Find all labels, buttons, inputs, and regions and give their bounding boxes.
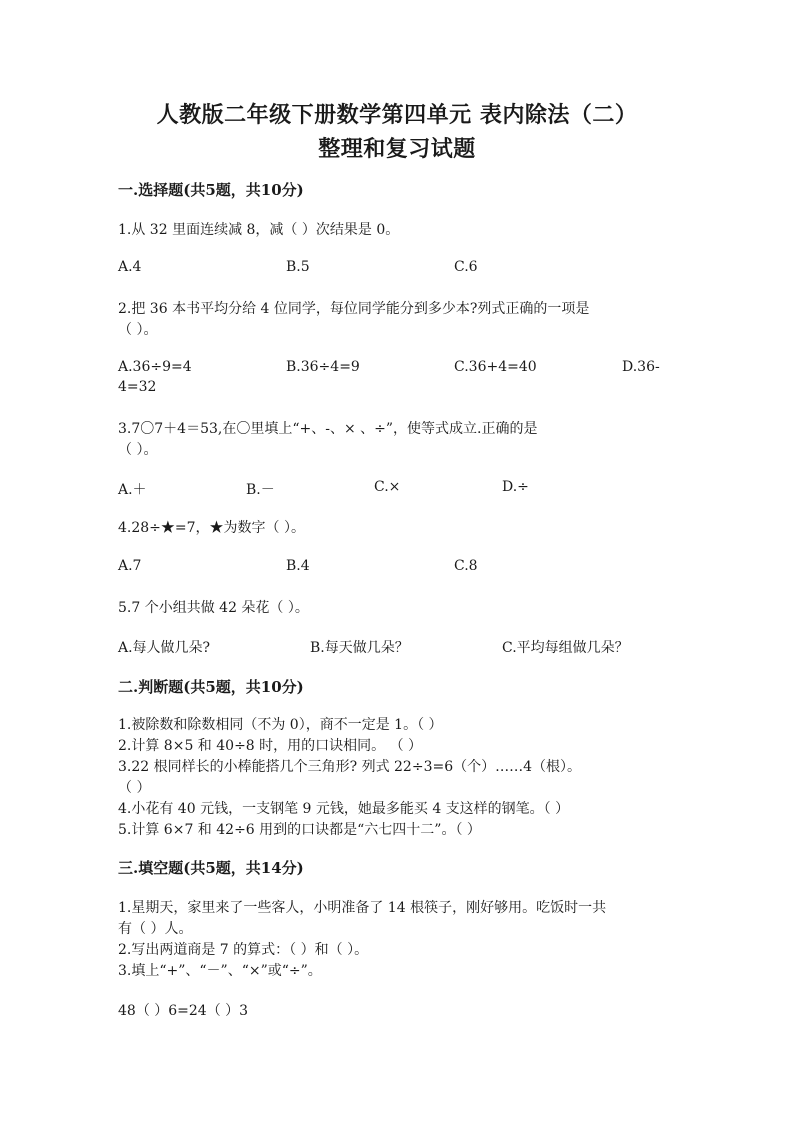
q3-option-b: B.－ xyxy=(246,482,275,498)
judge-item-1: 1.被除数和除数相同（不为 0），商不一定是 1。（ ） xyxy=(118,717,443,733)
page-title: 人教版二年级下册数学第四单元 表内除法（二） xyxy=(156,102,638,128)
q5-option-c: C.平均每组做几朵？ xyxy=(502,640,629,656)
q2-option-d-cont: 4=32 xyxy=(118,379,157,395)
question-3-cont: （ ）。 xyxy=(118,442,158,458)
q3-option-a: A.＋ xyxy=(118,482,147,498)
q1-option-b: B.5 xyxy=(286,259,310,275)
q4-option-b: B.4 xyxy=(286,558,310,574)
section-heading-judge: 二.判断题(共5题，共10分) xyxy=(118,678,304,696)
judge-item-4: 4.小花有 40 元钱，一支钢笔 9 元钱，她最多能买 4 支这样的钢笔。（ ） xyxy=(118,801,570,817)
q2-option-b: B.36÷4=9 xyxy=(286,359,360,375)
section-heading-choice: 一.选择题(共5题，共10分) xyxy=(118,181,304,199)
question-1: 1.从 32 里面连续减 8，减（ ）次结果是 0。 xyxy=(118,222,400,238)
judge-item-2: 2.计算 8×5 和 40÷8 时，用的口诀相同。 （ ） xyxy=(118,738,423,754)
page-subtitle: 整理和复习试题 xyxy=(318,136,476,162)
q1-option-a: A.4 xyxy=(118,259,142,275)
question-4: 4.28÷★=7，★为数字（ ）。 xyxy=(118,520,305,536)
fill-item-2: 2.写出两道商是 7 的算式：（ ）和（ ）。 xyxy=(118,942,369,958)
q3-option-c: C.× xyxy=(374,479,401,495)
question-3: 3.7〇7＋4＝53,在〇里填上“+、-、× 、÷”，使等式成立.正确的是 xyxy=(118,421,538,437)
fill-item-1-cont: 有（ ）人。 xyxy=(118,921,193,937)
q5-option-a: A.每人做几朵? xyxy=(118,640,211,656)
fill-item-3: 3.填上“+”、“－”、“×”或“÷”。 xyxy=(118,963,322,979)
question-2-cont: （ ）。 xyxy=(118,322,158,338)
judge-item-3: 3.22 根同样长的小棒能搭几个三角形? 列式 22÷3=6（个）……4（根）。 xyxy=(118,759,582,775)
q1-option-c: C.6 xyxy=(454,259,478,275)
judge-item-3-cont: （ ） xyxy=(118,780,151,796)
fill-item-1: 1.星期天，家里来了一些客人，小明准备了 14 根筷子，刚好够用。吃饭时一共 xyxy=(118,900,607,916)
q2-option-a: A.36÷9=4 xyxy=(118,359,192,375)
judge-item-5: 5.计算 6×7 和 42÷6 用到的口诀都是“六七四十二”。（ ） xyxy=(118,822,481,838)
section-heading-fill: 三.填空题(共5题，共14分) xyxy=(118,859,304,877)
question-2: 2.把 36 本书平均分给 4 位同学，每位同学能分到多少本?列式正确的一项是 xyxy=(118,301,590,317)
fill-item-3-expression: 48（ ）6=24（ ）3 xyxy=(118,1003,249,1019)
q4-option-c: C.8 xyxy=(454,558,478,574)
q4-option-a: A.7 xyxy=(118,558,142,574)
q2-option-d: D.36- xyxy=(622,359,660,375)
q3-option-d: D.÷ xyxy=(502,479,529,495)
question-5: 5.7 个小组共做 42 朵花（ ）。 xyxy=(118,600,309,616)
q2-option-c: C.36+4=40 xyxy=(454,359,537,375)
q5-option-b: B.每天做几朵？ xyxy=(310,640,409,656)
